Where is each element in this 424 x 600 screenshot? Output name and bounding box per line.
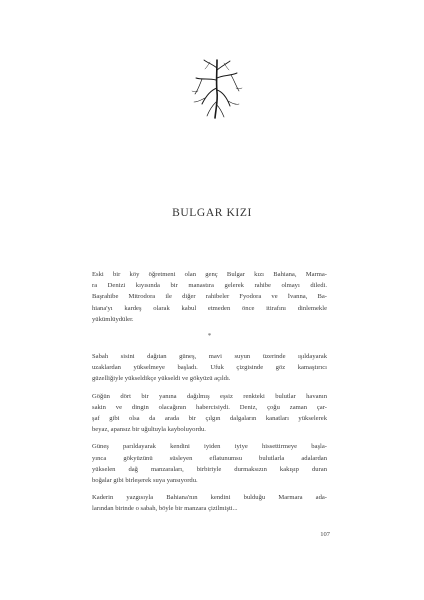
- text-line: hiana'yı kardeş olarak kabul etmeden önce itirafını dinlemekle: [92, 304, 327, 312]
- text-line: ra Denizi kıyısında bir manastıra gelerek rahibe olmayı diledi.: [92, 282, 327, 290]
- text-line: şaf gibi olsa da arada bir çılgın dalgaların kanatları yükselerek: [92, 415, 327, 423]
- paragraph: [92, 269, 327, 325]
- text-line: Göğün dört bir yanına dağılmış eşsiz renkteki bulutlar havanın: [92, 392, 327, 400]
- text-line: yükümlüydüler.: [92, 315, 134, 323]
- text-line: Sabah sisini dağıtan güneş, mavi suyun üzerinde ışıldayarak: [92, 353, 327, 361]
- page-number: 107: [320, 531, 330, 538]
- text-line: Kaderin yazgısıyla Bahiana'nın kendini bulduğu Marmara ada-: [92, 494, 327, 502]
- body-text: [92, 269, 327, 521]
- text-line: beyaz, apansız bir uğultuyla kayboluyordu.: [92, 426, 206, 434]
- tree-roots-ornament-icon: [190, 58, 244, 120]
- text-line: yınca gökyüzünü süsleyen eflatunumsu bulutlarla adalardan: [92, 454, 327, 462]
- text-line: boğalar gibi birleşerek suya yansıyordu.: [92, 477, 198, 485]
- text-line: Başrahibe Mitrodora ile diğer rahibeler Fyodora ve İvanna, Ba-: [92, 293, 327, 301]
- text-line: güzelliğiyle yükseldikçe yükseldi ve gökyüzü açıldı.: [92, 375, 231, 383]
- text-line: uzaklardan yükselmeye başladı. Ufuk çizgisinde göz kamaştırıcı: [92, 364, 327, 372]
- paragraph: [92, 492, 327, 514]
- text-line: yükselen dağ manzaraları, birbiriyle durmaksızın kakışıp duran: [92, 465, 327, 473]
- text-line: Eski bir köy öğretmeni olan genç Bulgar kızı Bahiana, Marma-: [92, 271, 327, 278]
- paragraph: [92, 441, 327, 486]
- text-line: larından birinde o sabah, böyle bir manzara çizilmişti...: [92, 505, 238, 513]
- chapter-title: BULGAR KIZI: [172, 207, 252, 219]
- paragraph: [92, 351, 327, 385]
- paragraph: [92, 391, 327, 436]
- text-line: Güneş parıldayarak kendini iyiden iyiye hissettirmeye başla-: [92, 443, 327, 451]
- text-line: sakin ve dingin olacağının habercisiydi. Deniz, çoğu zaman çar-: [92, 403, 327, 411]
- section-break: *: [207, 332, 212, 341]
